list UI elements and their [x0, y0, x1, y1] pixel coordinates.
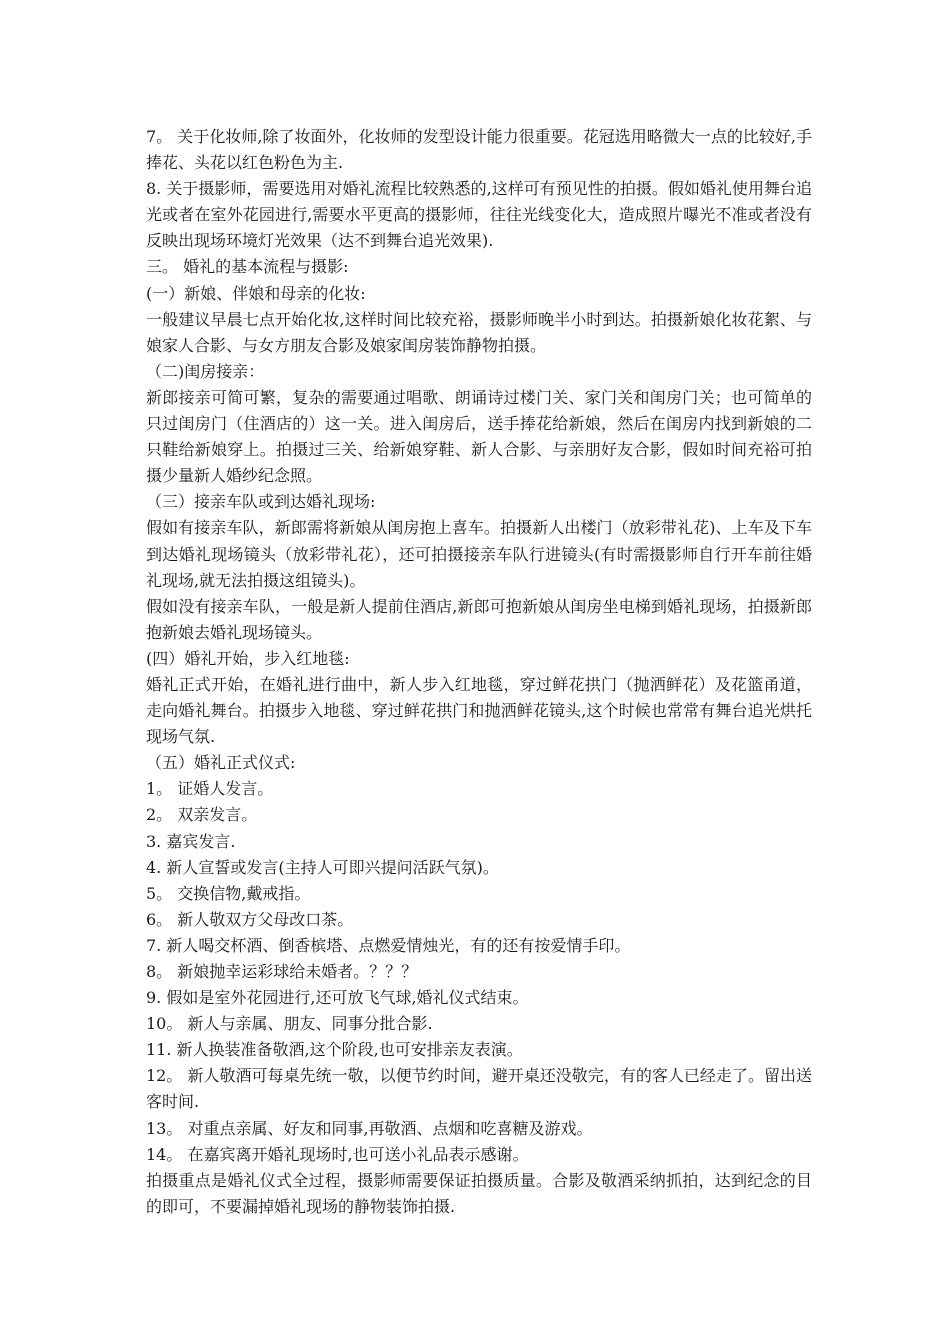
- subheading-ceremony: （五）婚礼正式仪式:: [146, 753, 296, 773]
- list-item: 6。 新人敬双方父母改口茶。: [146, 909, 354, 929]
- list-item: 11. 新人换装准备敬酒,这个阶段,也可安排亲友表演。: [146, 1040, 523, 1060]
- list-item: 12。 新人敬酒可每桌先统一敬，以便节约时间，避开桌还没敬完，有的客人已经走了。留出送客时间.: [146, 1066, 812, 1112]
- list-item: 8。 新娘抛幸运彩球给未婚者。？？？: [146, 962, 418, 981]
- list-item: 9. 假如是室外花园进行,还可放飞气球,婚礼仪式结束。: [146, 988, 529, 1008]
- subheading-motorcade: （三）接亲车队或到达婚礼现场:: [146, 492, 376, 512]
- document-body: [146, 124, 812, 1220]
- subheading-pickup: （二)闺房接亲：: [146, 361, 265, 381]
- paragraph-no-motorcade: 假如没有接亲车队，一般是新人提前住酒店,新郎可抱新娘从闺房坐电梯到婚礼现场，拍摄新郎抱新娘去婚礼现场镜头。: [146, 596, 812, 642]
- list-item: 10。 新人与亲属、朋友、同事分批合影.: [146, 1014, 433, 1034]
- list-item: 1。 证婚人发言。: [146, 779, 274, 799]
- subheading-red-carpet: (四）婚礼开始，步入红地毯:: [146, 648, 350, 668]
- paragraph-makeup: 一般建议早晨七点开始化妆,这样时间比较充裕，摄影师晚半小时到达。拍摄新娘化妆花絮、与娘家人合影、与女方朋友合影及娘家闺房装饰静物拍摄。: [146, 309, 812, 355]
- list-item: 13。 对重点亲属、好友和同事,再敬酒、点烟和吃喜糖及游戏。: [146, 1118, 593, 1138]
- paragraph-red-carpet: 婚礼正式开始，在婚礼进行曲中，新人步入红地毯，穿过鲜花拱门（抛洒鲜花）及花篮甬道，走向婚礼舞台。拍摄步入地毯、穿过鲜花拱门和抛洒鲜花镜头,这个时候也常常有舞台追光烘托现场气氛.: [146, 674, 812, 747]
- list-item: 4. 新人宣誓或发言(主持人可即兴提问活跃气氛)。: [146, 857, 499, 877]
- subheading-makeup: (一）新娘、伴娘和母亲的化妆:: [146, 283, 366, 303]
- list-item: 5。 交换信物,戴戒指。: [146, 883, 311, 903]
- list-item: 7. 新人喝交杯酒、倒香槟塔、点燃爱情烛光，有的还有按爱情手印。: [146, 935, 631, 955]
- section-heading-process: 三。 婚礼的基本流程与摄影:: [146, 257, 349, 277]
- paragraph-photographer: 8. 关于摄影师，需要选用对婚礼流程比较熟悉的,这样可有预见性的拍摄。假如婚礼使用舞台追光或者在室外花园进行,需要水平更高的摄影师，往往光线变化大，造成照片曝光不准或者没有反映出现场环境灯光效果（达不到舞台追光效果).: [146, 179, 812, 251]
- paragraph-summary: 拍摄重点是婚礼仪式全过程，摄影师需要保证拍摄质量。合影及敬酒采纳抓拍，达到纪念的目的即可，不要漏掉婚礼现场的静物装饰拍摄.: [146, 1170, 812, 1216]
- paragraph-motorcade: 假如有接亲车队，新郎需将新娘从闺房抱上喜车。拍摄新人出楼门（放彩带礼花)、上车及下车到达婚礼现场镜头（放彩带礼花），还可拍摄接亲车队行进镜头(有时需摄影师自行开车前往婚礼现场,就无法拍摄这组镜头)。: [146, 518, 812, 590]
- list-item: 3. 嘉宾发言.: [146, 831, 236, 851]
- list-item: 14。 在嘉宾离开婚礼现场时,也可送小礼品表示感谢。: [146, 1144, 529, 1164]
- paragraph-makeup-artist: 7。 关于化妆师,除了妆面外，化妆师的发型设计能力很重要。花冠选用略微大一点的比较好,手捧花、头花以红色粉色为主.: [146, 127, 812, 173]
- paragraph-pickup: 新郎接亲可简可繁，复杂的需要通过唱歌、朗诵诗过楼门关、家门关和闺房门关；也可简单的只过闺房门（住酒店的）这一关。进入闺房后，送手捧花给新娘，然后在闺房内找到新娘的二只鞋给新娘穿上。拍摄过三关、给新娘穿鞋、新人合影、与亲朋好友合影，假如时间充裕可拍摄少量新人婚纱纪念照。: [146, 387, 812, 486]
- list-item: 2。 双亲发言。: [146, 805, 258, 825]
